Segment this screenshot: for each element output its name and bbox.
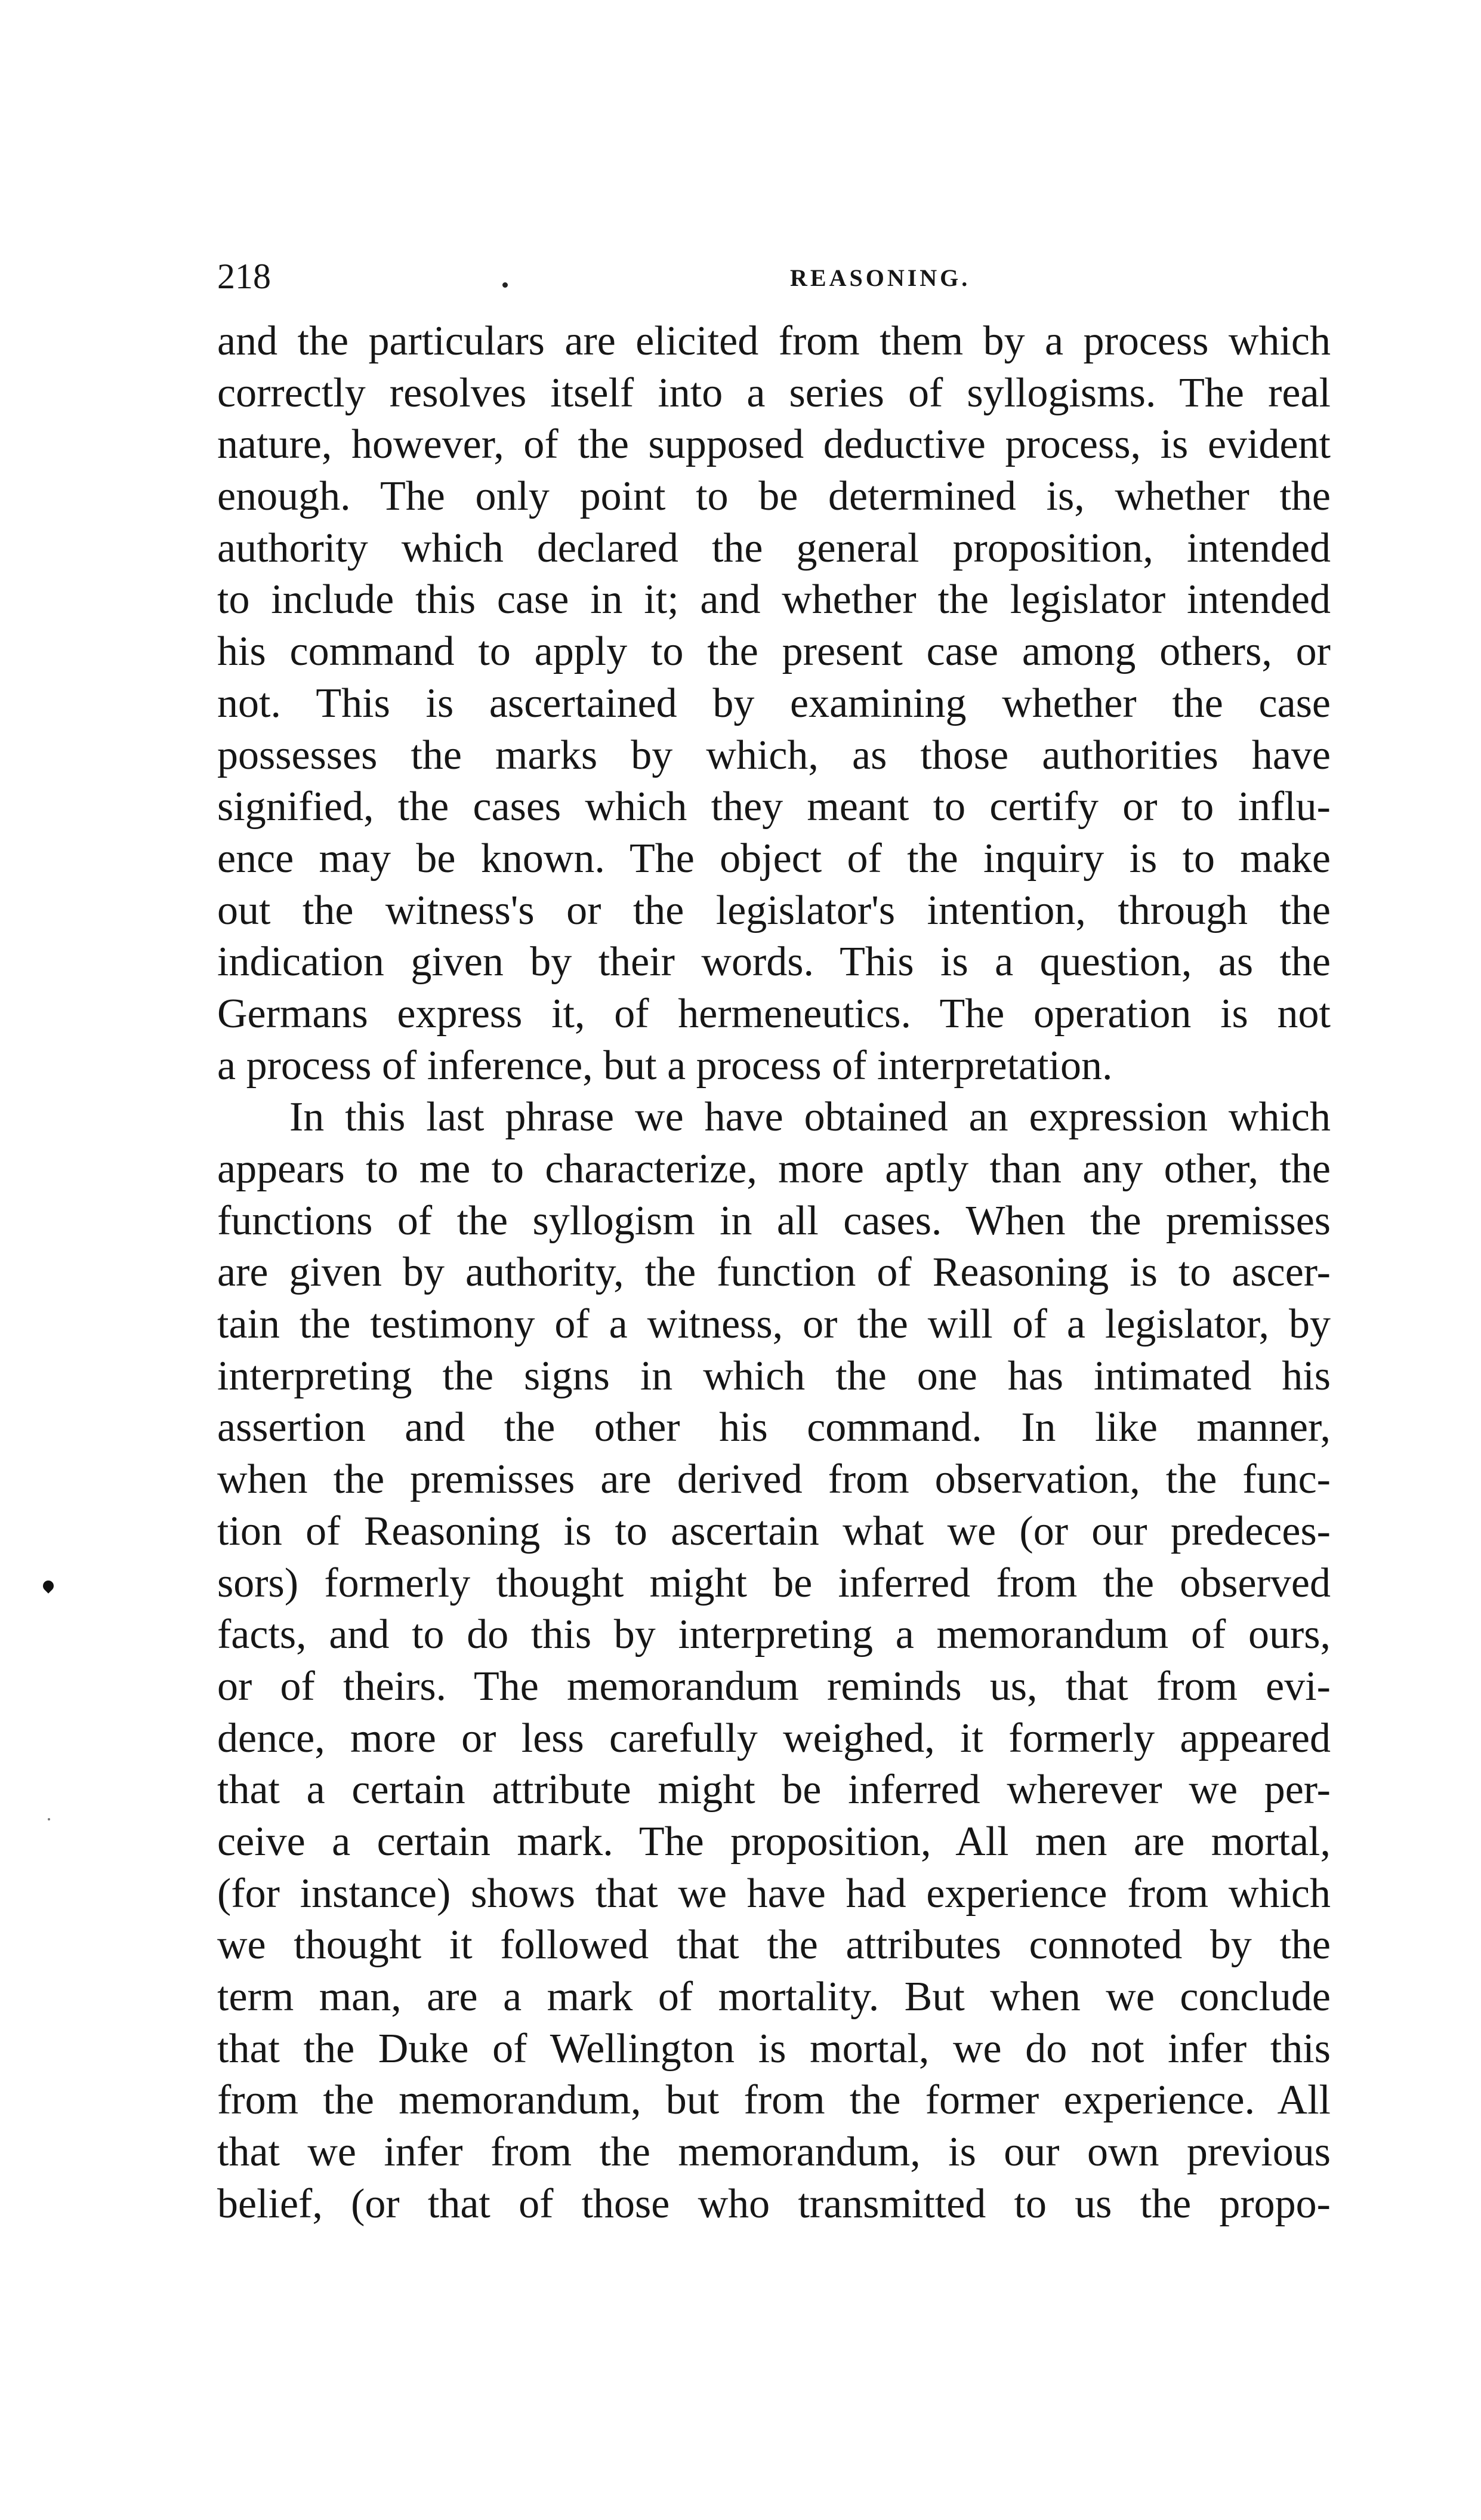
- text-line: or of theirs. The memorandum reminds us, that from evi-: [217, 1663, 1331, 1709]
- body-text: [217, 316, 1331, 2230]
- text-line: belief, (or that of those who transmitted to us the propo-: [217, 2180, 1331, 2227]
- margin-speck: [48, 1818, 50, 1820]
- text-line: ceive a certain mark. The proposition, All men are mortal,: [217, 1818, 1331, 1865]
- text-line: and the particulars are elicited from them by a process which: [217, 318, 1331, 364]
- page-header: [217, 255, 1331, 297]
- text-line: tion of Reasoning is to ascertain what we (or our predeces-: [217, 1508, 1331, 1554]
- text-line: appears to me to characterize, more aptly than any other, the: [217, 1146, 1331, 1192]
- text-line: dence, more or less carefully weighed, it formerly appeared: [217, 1715, 1331, 1761]
- text-line: from the memorandum, but from the former experience. All: [217, 2077, 1331, 2124]
- text-line: when the premisses are derived from observation, the func-: [217, 1456, 1331, 1503]
- text-line: his command to apply to the present case among others, or: [217, 629, 1331, 675]
- text-line: possesses the marks by which, as those authorities have: [217, 732, 1331, 778]
- text-line: assertion and the other his command. In like manner,: [217, 1404, 1331, 1451]
- page-number: 218: [217, 257, 271, 296]
- text-line: we thought it followed that the attributes connoted by the: [217, 1922, 1331, 1968]
- text-line: out the witness's or the legislator's intention, through the: [217, 887, 1331, 934]
- text-line: facts, and to do this by interpreting a memorandum of ours,: [217, 1612, 1331, 1658]
- margin-ink-mark-icon: [41, 1578, 55, 1593]
- text-line: indication given by their words. This is a question, as the: [217, 939, 1331, 985]
- text-line: Germans express it, of hermeneutics. The operation is not: [217, 990, 1331, 1037]
- text-line: not. This is ascertained by examining whether the case: [217, 680, 1331, 726]
- text-line: that the Duke of Wellington is mortal, we do not infer this: [217, 2025, 1331, 2072]
- running-title: REASONING.: [790, 264, 971, 291]
- print-speck: [502, 282, 508, 288]
- text-line: that we infer from the memorandum, is our own previous: [217, 2129, 1331, 2176]
- text-line: sors) formerly thought might be inferred from the observed: [217, 1560, 1331, 1606]
- text-line: to include this case in it; and whether the legislator intended: [217, 577, 1331, 623]
- text-line: authority which declared the general proposition, intended: [217, 525, 1331, 571]
- text-line: interpreting the signs in which the one has intimated his: [217, 1353, 1331, 1399]
- text-line: that a certain attribute might be inferred wherever we per-: [217, 1767, 1331, 1813]
- text-line: term man, are a mark of mortality. But when we conclude: [217, 1974, 1331, 2020]
- text-line: (for instance) shows that we have had experience from which: [217, 1870, 1331, 1917]
- text-line: correctly resolves itself into a series of syllogisms. The real: [217, 369, 1331, 416]
- text-line: functions of the syllogism in all cases. When the premisses: [217, 1197, 1331, 1244]
- text-line: In this last phrase we have obtained an expression which: [289, 1094, 1331, 1141]
- text-line: tain the testimony of a witness, or the will of a legislator, by: [217, 1301, 1331, 1348]
- text-line: nature, however, of the supposed deductive process, is evident: [217, 421, 1331, 468]
- text-line: are given by authority, the function of Reasoning is to ascer-: [217, 1249, 1331, 1296]
- text-line: enough. The only point to be determined is, whether the: [217, 473, 1331, 520]
- text-line: signified, the cases which they meant to certify or to influ-: [217, 784, 1331, 830]
- text-line: a process of inference, but a process of interpretation.: [217, 1042, 1113, 1089]
- text-line: ence may be known. The object of the inquiry is to make: [217, 835, 1331, 882]
